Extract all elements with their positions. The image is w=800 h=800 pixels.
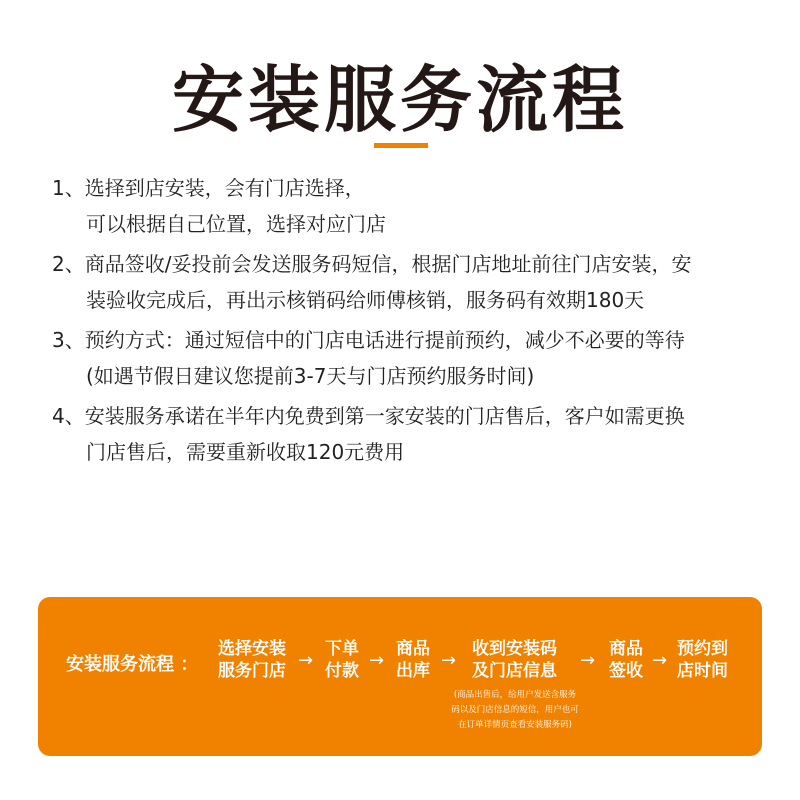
flow-step-line: 收到安装码 [472,639,557,659]
flow-label: 安装服务流程 ： [66,654,199,675]
flow-step-line: 下单 [325,639,359,659]
arrow-right-icon: → [441,650,457,671]
instruction-list [52,170,762,470]
instruction-item-1 [52,170,762,242]
flow-step-receive-code [472,638,557,682]
flow-note-line: (商品出售后，给用户发送含服务 [453,690,577,700]
instruction-line: (如遇节假日建议您提前3-7天与门店预约服务时间) [86,364,535,388]
arrow-right-icon: → [369,650,385,671]
flow-step-line: 付款 [325,661,359,681]
flow-step-line: 商品 [609,639,643,659]
instruction-line: 装验收完成后，再出示核销码给师傅核销，服务码有效期180天 [86,288,645,312]
flow-step-order-pay [325,638,359,682]
flow-step-line: 选择安装 [218,639,286,659]
instruction-line: 可以根据自己位置，选择对应门店 [86,212,386,236]
arrow-right-icon: → [652,650,668,671]
flow-step-line: 及门店信息 [472,661,557,681]
flow-step-line: 出库 [396,661,430,681]
flow-step-line: 预约到 [677,639,728,659]
flow-step-line: 店时间 [677,661,728,681]
arrow-right-icon: → [298,650,314,671]
flow-step-book-time [677,638,728,682]
title-underline [374,143,428,148]
arrow-right-icon: → [580,650,596,671]
instruction-line: 2、商品签收/妥投前会发送服务码短信，根据门店地址前往门店安装，安 [52,252,692,276]
flow-step-line: 商品 [396,639,430,659]
flow-note-line: 在订单详情页查看安装服务码) [458,720,572,730]
instruction-line: 4、安装服务承诺在半年内免费到第一家安装的门店售后，客户如需更换 [52,404,685,428]
instruction-line: 1、选择到店安装，会有门店选择， [52,176,365,200]
instruction-line: 门店售后，需要重新收取120元费用 [86,440,405,464]
flow-step-signed [609,638,643,682]
flow-step-shipped [396,638,430,682]
flow-step-line: 签收 [609,661,643,681]
flow-step-line: 服务门店 [218,661,286,681]
instruction-line: 3、预约方式：通过短信中的门店电话进行提前预约，减少不必要的等待 [52,328,685,352]
flow-note [430,688,600,733]
flow-step-select-store [218,638,286,682]
instruction-item-4 [52,398,762,470]
instruction-item-2 [52,246,762,318]
instruction-item-3 [52,322,762,394]
page-title: 安装服务流程 [171,58,628,142]
flow-note-line: 码以及门店信息的短信，用户也可 [451,705,579,715]
